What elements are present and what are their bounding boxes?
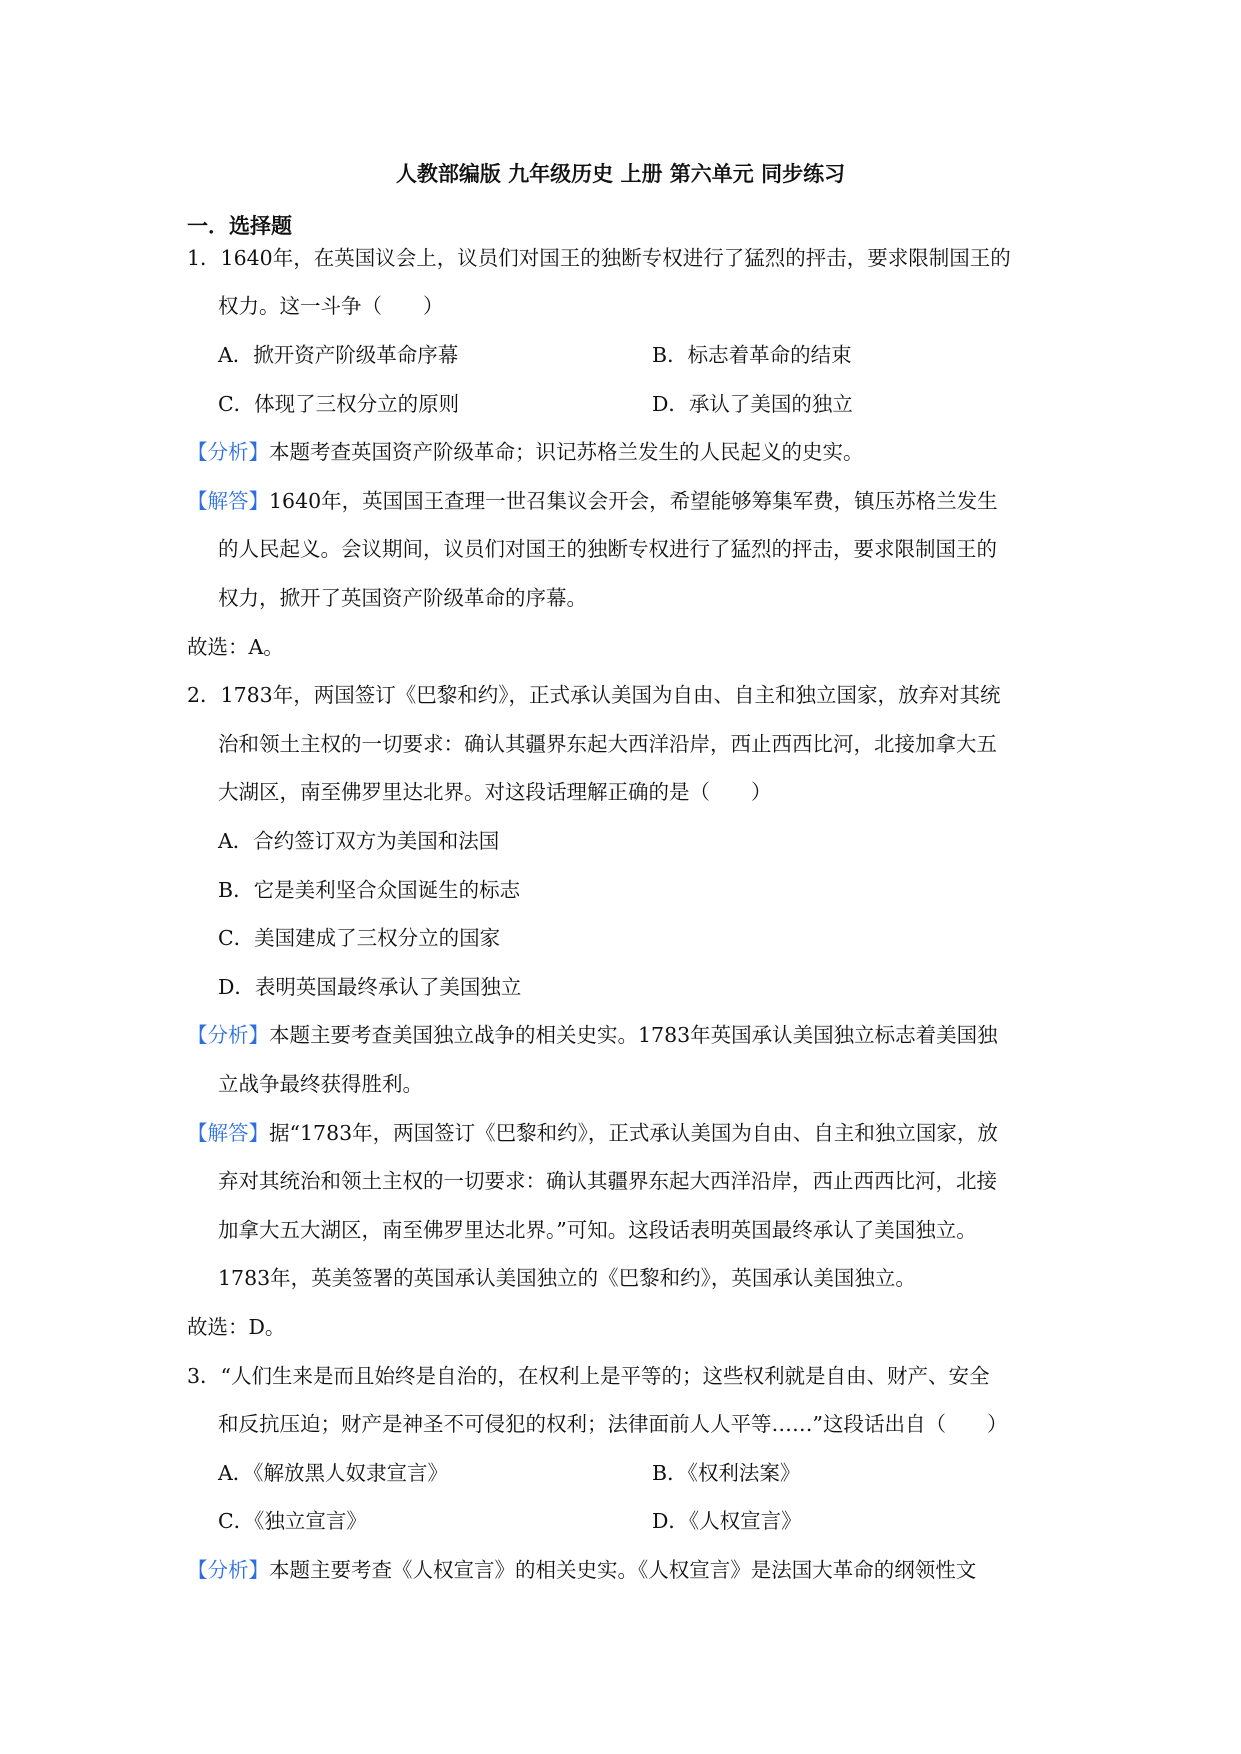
- q1-option-a: A．掀开资产阶级革命序幕: [218, 343, 459, 367]
- q1-analysis: [187, 437, 864, 467]
- q2-answer-text-1: 据“1783年，两国签订《巴黎和约》，正式承认美国为自由、自主和独立国家，放: [269, 1121, 998, 1145]
- q2-answer-line-2: 弃对其统治和领土主权的一切要求：确认其疆界东起大西洋沿岸，西止西西比河，北接: [218, 1169, 997, 1193]
- q2-answer-line-4: 1783年，英美签署的英国承认美国独立的《巴黎和约》，英国承认美国独立。: [218, 1266, 916, 1290]
- q2-option-a: A．合约签订双方为美国和法国: [218, 829, 500, 853]
- analysis-tag: 【分析】: [187, 1558, 269, 1582]
- q1-stem-line-1: 1．1640年，在英国议会上，议员们对国王的独断专权进行了猛烈的抨击，要求限制国王的: [187, 246, 1011, 270]
- page-title: 人教部编版 九年级历史 上册 第六单元 同步练习: [395, 161, 846, 186]
- q2-option-b: B．它是美利坚合众国诞生的标志: [218, 878, 521, 902]
- q3-stem-line-1: 3．“人们生来是而且始终是自治的，在权利上是平等的；这些权利就是自由、财产、安全: [187, 1364, 990, 1388]
- q3-stem-line-2: 和反抗压迫；财产是神圣不可侵犯的权利；法律面前人人平等……”这段话出自（ ）: [218, 1412, 1008, 1436]
- q1-stem-line-2: 权力。这一斗争（ ）: [218, 294, 444, 318]
- q1-answer-line-2: 的人民起义。会议期间，议员们对国王的独断专权进行了猛烈的抨击，要求限制国王的: [218, 537, 997, 561]
- q3-option-c: C．《独立宣言》: [218, 1509, 367, 1533]
- q2-option-c: C．美国建成了三权分立的国家: [218, 926, 501, 950]
- answer-tag: 【解答】: [187, 1121, 269, 1145]
- analysis-tag: 【分析】: [187, 1023, 269, 1047]
- q3-analysis-text-1: 本题主要考查《人权宣言》的相关史实。《人权宣言》是法国大革命的纲领性文: [269, 1558, 977, 1582]
- q2-analysis-line-1: [187, 1020, 998, 1050]
- q2-analysis-line-2: 立战争最终获得胜利。: [218, 1072, 423, 1096]
- q1-answer-line-3: 权力，掀开了英国资产阶级革命的序幕。: [218, 586, 587, 610]
- q1-option-c: C．体现了三权分立的原则: [218, 392, 460, 416]
- q3-option-d: D．《人权宣言》: [652, 1509, 802, 1533]
- q1-option-d: D．承认了美国的独立: [652, 392, 853, 416]
- q2-analysis-text-1: 本题主要考查美国独立战争的相关史实。1783年英国承认美国独立标志着美国独: [269, 1023, 998, 1047]
- analysis-tag: 【分析】: [187, 440, 269, 464]
- q1-answer-line-1: [187, 486, 998, 516]
- q3-option-a: A．《解放黑人奴隶宣言》: [218, 1461, 449, 1485]
- q2-stem-line-3: 大湖区，南至佛罗里达北界。对这段话理解正确的是（ ）: [218, 780, 772, 804]
- q1-option-b: B．标志着革命的结束: [652, 343, 852, 367]
- q1-analysis-text: 本题考查英国资产阶级革命；识记苏格兰发生的人民起义的史实。: [269, 440, 864, 464]
- q2-stem-line-1: 2．1783年，两国签订《巴黎和约》，正式承认美国为自由、自主和独立国家，放弃对其统: [187, 683, 1001, 707]
- q3-analysis-line-1: [187, 1555, 976, 1585]
- q2-choice: 故选：D。: [187, 1315, 286, 1339]
- q2-stem-line-2: 治和领土主权的一切要求：确认其疆界东起大西洋沿岸，西止西西比河，北接加拿大五: [218, 732, 997, 756]
- q3-option-b: B．《权利法案》: [652, 1461, 801, 1485]
- q2-option-d: D．表明英国最终承认了美国独立: [218, 975, 522, 999]
- q1-choice: 故选：A。: [187, 635, 284, 659]
- q1-answer-text-1: 1640年，英国国王查理一世召集议会开会，希望能够筹集军费，镇压苏格兰发生: [269, 489, 998, 513]
- section-heading: 一．选择题: [187, 213, 292, 238]
- answer-tag: 【解答】: [187, 489, 269, 513]
- q2-answer-line-3: 加拿大五大湖区，南至佛罗里达北界。”可知。这段话表明英国最终承认了美国独立。: [218, 1218, 977, 1242]
- q2-answer-line-1: [187, 1118, 998, 1148]
